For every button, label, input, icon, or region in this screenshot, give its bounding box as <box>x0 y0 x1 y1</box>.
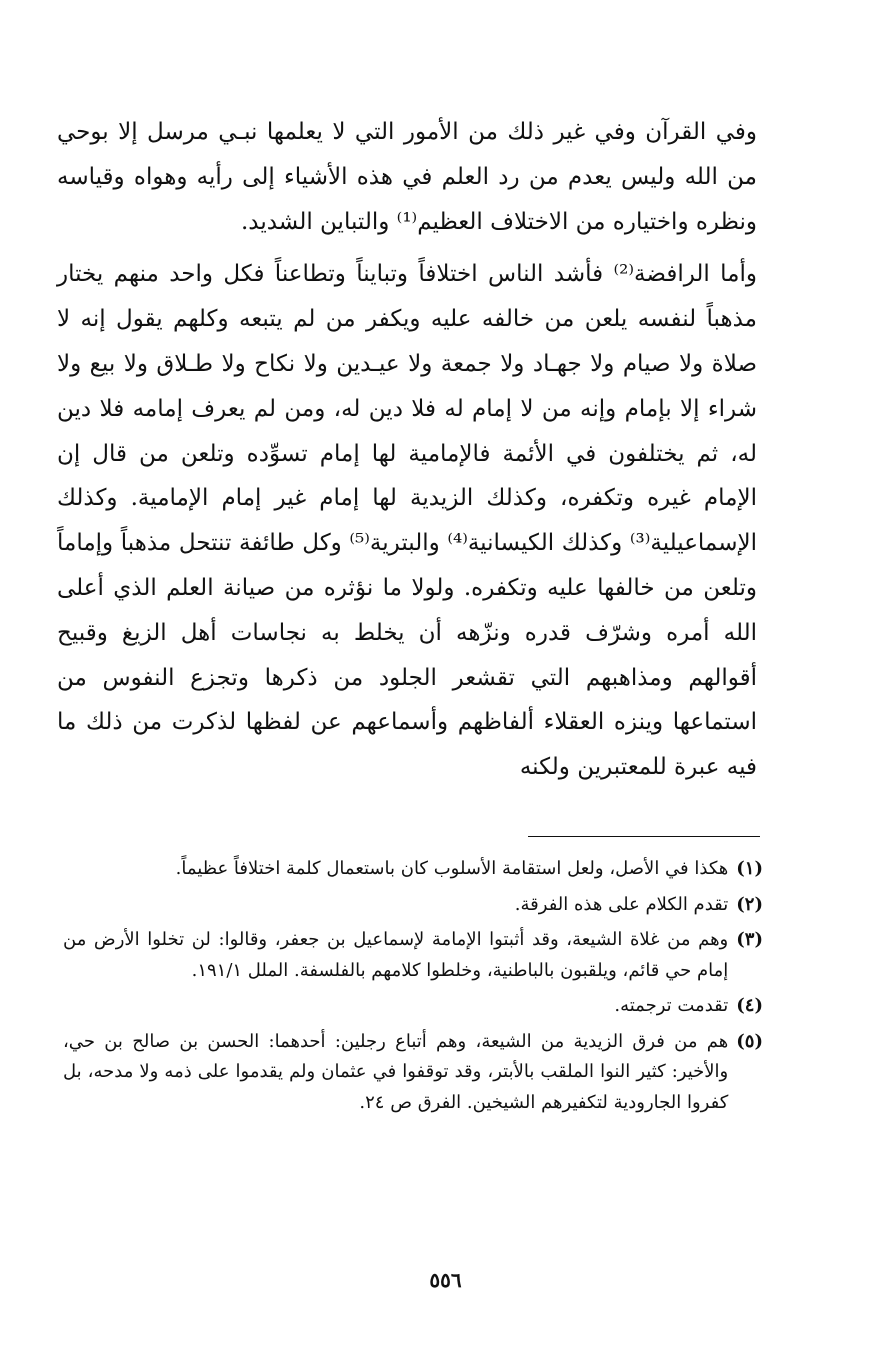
footnote-number: (٣) <box>736 929 763 950</box>
footnote-number: (٥) <box>736 1030 763 1052</box>
footnote-number: (٢) <box>736 893 763 915</box>
footnote-number: (١) <box>736 858 763 879</box>
footnotes <box>63 854 763 1123</box>
footnote-5 <box>63 1027 763 1119</box>
footnote-3 <box>63 925 763 986</box>
footnote-text: هم من فرق الزيدية من الشيعة، وهم أتباع رجلين: أحدهما: الحسن بن صالح بن حي، والأخير: كثير النوا الملقب بالأبتر، وقد توقفوا في عثمان ولم يقدموا على ذمه ولا مدحه، بل كفروا الجارودية لتكفيرهم الشيخين. الفرق ص ٢٤. <box>63 1030 729 1113</box>
footnote-separator <box>528 836 760 837</box>
main-text <box>57 110 757 790</box>
footnote-number: (٤) <box>736 995 763 1016</box>
footnote-text: تقدم الكلام على هذه الفرقة. <box>514 893 729 915</box>
footnote-4 <box>63 991 763 1022</box>
page-number: ٥٥٦ <box>429 1268 462 1292</box>
footnote-text: وهم من غلاة الشيعة، وقد أثبتوا الإمامة لإسماعيل بن جعفر، وقالوا: لن تخلوا الأرض من إمام حي قائم، ويلقبون بالباطنية، وخلطوا كلامهم بالفلسفة. الملل ١٩١/١. <box>63 929 729 981</box>
paragraph-2: وأما الرافضة⁽²⁾ فأشد الناس اختلافاً وتبايناً وتطاعناً فكل واحد منهم يختار مذهباً لنفسه يلعن من خالفه عليه ويكفر من لم يتبعه وكلهم يقول إنه لا صلاة ولا صيام ولا جهـاد ولا جمعة ولا عيـدين ولا نكاح ولا طـلاق ولا بيع ولا شراء إلا بإمام وإنه من لا إمام له فلا دين له، ومن لم يعرف إمامه فلا دين له، ثم يختلفون في الأئمة فالإمامية لها إمام تسوِّده وتلعن من قال إن الإمام غيره وتكفره، وكذلك الزيدية لها إمام غير إمام الإمامية. وكذلك الإسماعيلية⁽³⁾ وكذلك الكيسانية⁽⁴⁾ والبترية⁽⁵⁾ وكل طائفة تنتحل مذهباً وإماماً وتلعن من خالفها عليه وتكفره. ولولا ما نؤثره من صيانة العلم الذي أعلى الله أمره وشرّف قدره ونزّهه أن يخلط به نجاسات أهل الزيغ وقبيح أقوالهم ومذاهبهم التي تقشعر الجلود من ذكرها وتجزع النفوس من استماعها وينزه العقلاء ألفاظهم وأسماعهم عن لفظها لذكرت من ذلك ما فيه عبرة للمعتبرين ولكنه <box>57 261 758 781</box>
paragraph-1: وفي القرآن وفي غير ذلك من الأمور التي لا يعلمها نبـي مرسل إلا بوحي من الله وليس يعدم من رد العلم في هذه الأشياء إلى رأيه وهواه وقياسه ونظره واختياره من الاختلاف العظيم⁽¹⁾ والتباين الشديد. <box>57 119 757 235</box>
footnote-1 <box>63 854 763 885</box>
footnote-text: تقدمت ترجمته. <box>614 995 729 1016</box>
footnote-2 <box>63 890 763 921</box>
footnote-text: هكذا في الأصل، ولعل استقامة الأسلوب كان باستعمال كلمة اختلافاً عظيماً. <box>175 858 729 879</box>
